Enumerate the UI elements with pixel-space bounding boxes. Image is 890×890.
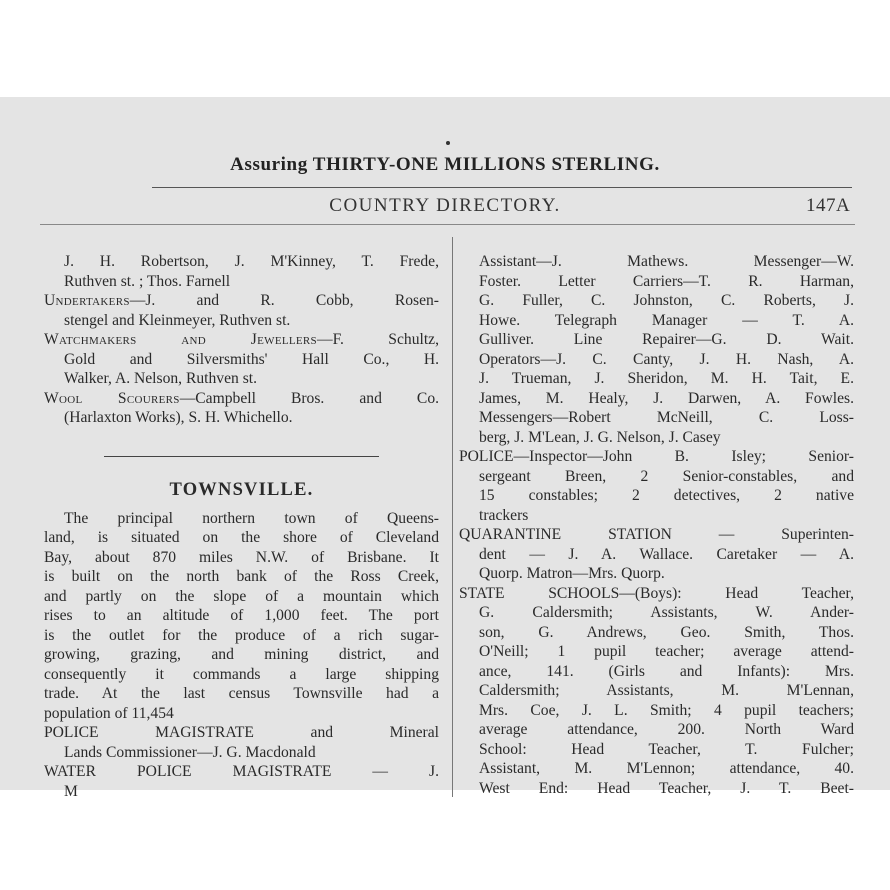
page-number: 147A [806, 195, 851, 216]
text-line [44, 408, 439, 428]
line-text: rises to an altitude of 1,000 feet. The port [44, 607, 439, 624]
running-head: COUNTRY DIRECTORY. [329, 195, 561, 216]
text-line [459, 330, 854, 350]
line-text: average attendance, 200. North Ward [479, 721, 854, 738]
line-text: Quorp. Matron—Mrs. Quorp. [479, 565, 665, 582]
text-line [459, 252, 854, 272]
line-text: Assistant—J. Mathews. Messenger—W. [479, 253, 854, 270]
scanned-page [0, 97, 890, 800]
line-text: trade. At the last census Townsville had a [44, 685, 439, 702]
text-line [459, 642, 854, 662]
line-text: —F. Schultz, [316, 331, 439, 348]
text-line [44, 311, 439, 331]
line-text: G. Fuller, C. Johnston, C. Roberts, J. [479, 292, 854, 309]
officials-listing [459, 252, 854, 798]
line-text: —Campbell Bros. and Co. [179, 389, 440, 407]
line-text: QUARANTINE STATION — Superinten- [459, 526, 854, 543]
line-text: West End: Head Teacher, J. T. Beet- [479, 779, 854, 797]
text-line [459, 584, 854, 604]
ornament-dot [446, 141, 450, 145]
line-text: and partly on the slope of a mountain which [44, 587, 439, 605]
category-heading: Watchmakers and Jewellers [44, 331, 317, 348]
text-line [44, 330, 439, 350]
line-text: population of 11,454 [44, 704, 174, 722]
banner-heading: Assuring THIRTY-ONE MILLIONS STERLING. [230, 154, 660, 175]
text-line [459, 623, 854, 643]
running-head-rule [40, 224, 855, 225]
text-line [459, 506, 854, 526]
text-line [459, 311, 854, 331]
text-line [459, 467, 854, 487]
line-text: Gold and Silversmiths' Hall Co., H. [64, 350, 439, 368]
line-text: The principal northern town of Queens- [64, 509, 439, 527]
category-heading: Wool Scourers [44, 389, 180, 407]
text-line [44, 665, 439, 685]
text-line [44, 743, 439, 763]
text-line [44, 528, 439, 548]
text-line [44, 509, 439, 529]
line-text: growing, grazing, and mining district, and [44, 646, 439, 663]
line-text: O'Neill; 1 pupil teacher; average attend- [479, 643, 854, 660]
line-text: 15 constables; 2 detectives, 2 native [479, 487, 854, 504]
line-text: J. Trueman, J. Sheridon, M. H. Tait, E. [479, 370, 854, 387]
line-text: POLICE MAGISTRATE and Mineral [44, 724, 439, 741]
text-line [459, 545, 854, 565]
line-text: M [64, 782, 78, 800]
text-line [44, 272, 439, 292]
line-text: POLICE—Inspector—John B. Isley; Senior- [459, 448, 854, 465]
line-text: —J. and R. Cobb, Rosen- [129, 292, 439, 309]
line-text: land, is situated on the shore of Cleveland [44, 529, 439, 546]
line-text: Mrs. Coe, J. L. Smith; 4 pupil teachers; [479, 701, 854, 719]
text-line [459, 564, 854, 584]
text-line [44, 548, 439, 568]
line-text: School: Head Teacher, T. Fulcher; [479, 740, 854, 758]
line-text: ance, 141. (Girls and Infants): Mrs. [479, 662, 854, 680]
line-text: son, G. Andrews, Geo. Smith, Thos. [479, 623, 854, 641]
line-text: Assistant, M. M'Lennon; attendance, 40. [479, 760, 854, 777]
text-line [459, 779, 854, 799]
text-line [459, 447, 854, 467]
right-column [459, 252, 854, 798]
line-text: Lands Commissioner—J. G. Macdonald [64, 743, 316, 761]
header-rule [152, 187, 852, 188]
line-text: Operators—J. C. Canty, J. H. Nash, A. [479, 350, 854, 368]
text-line [459, 486, 854, 506]
text-line [44, 645, 439, 665]
line-text: Caldersmith; Assistants, M. M'Lennan, [479, 682, 854, 699]
text-line [459, 272, 854, 292]
text-line [459, 759, 854, 779]
text-line [44, 723, 439, 743]
text-line [459, 350, 854, 370]
line-text: Howe. Telegraph Manager — T. A. [479, 311, 854, 329]
line-text: James, M. Healy, J. Darwen, A. Fowles. [479, 389, 854, 407]
text-line [459, 701, 854, 721]
text-line [44, 782, 439, 802]
line-text: Ruthven st. ; Thos. Farnell [64, 272, 231, 290]
line-text: sergeant Breen, 2 Senior-constables, and [479, 467, 854, 485]
line-text: G. Caldersmith; Assistants, W. Ander- [479, 604, 854, 621]
line-text: Foster. Letter Carriers—T. R. Harman, [479, 272, 854, 290]
category-heading: Undertakers [44, 292, 130, 309]
left-column [44, 252, 439, 801]
line-text: Bay, about 870 miles N.W. of Brisbane. It [44, 548, 439, 566]
text-line [44, 369, 439, 389]
line-text: Messengers—Robert McNeill, C. Loss- [479, 409, 854, 426]
text-line [44, 626, 439, 646]
line-text: stengel and Kleinmeyer, Ruthven st. [64, 311, 291, 329]
text-line [459, 369, 854, 389]
text-line [459, 740, 854, 760]
line-text: J. H. Robertson, J. M'Kinney, T. Frede, [64, 253, 439, 270]
text-line [44, 587, 439, 607]
line-text: (Harlaxton Works), S. H. Whichello. [64, 409, 293, 426]
text-line [44, 350, 439, 370]
text-line [459, 291, 854, 311]
line-text: consequently it commands a large shipping [44, 665, 439, 683]
townsville-description [44, 509, 439, 802]
line-text: WATER POLICE MAGISTRATE — J. [44, 763, 439, 780]
text-line [459, 681, 854, 701]
text-line [44, 762, 439, 782]
column-divider [452, 237, 453, 797]
line-text: is built on the north bank of the Ross Creek, [44, 568, 439, 585]
line-text: Gulliver. Line Repairer—G. D. Wait. [479, 331, 854, 348]
trades-listing [44, 252, 439, 428]
line-text: STATE SCHOOLS—(Boys): Head Teacher, [459, 584, 854, 602]
text-line [459, 720, 854, 740]
line-text: Walker, A. Nelson, Ruthven st. [64, 370, 258, 387]
section-title: TOWNSVILLE. [169, 479, 314, 500]
line-text: is the outlet for the produce of a rich sugar- [44, 626, 439, 644]
text-line [459, 428, 854, 448]
line-text: berg, J. M'Lean, J. G. Nelson, J. Casey [479, 428, 721, 446]
text-line [459, 662, 854, 682]
text-line [44, 252, 439, 272]
text-line [44, 389, 439, 409]
text-line [44, 684, 439, 704]
text-line [459, 408, 854, 428]
text-line [44, 704, 439, 724]
text-line [459, 389, 854, 409]
text-line [44, 567, 439, 587]
text-line [459, 525, 854, 545]
text-line [459, 603, 854, 623]
text-line [44, 291, 439, 311]
line-text: dent — J. A. Wallace. Caretaker — A. [479, 545, 854, 563]
text-line [44, 606, 439, 626]
line-text: trackers [479, 506, 529, 524]
